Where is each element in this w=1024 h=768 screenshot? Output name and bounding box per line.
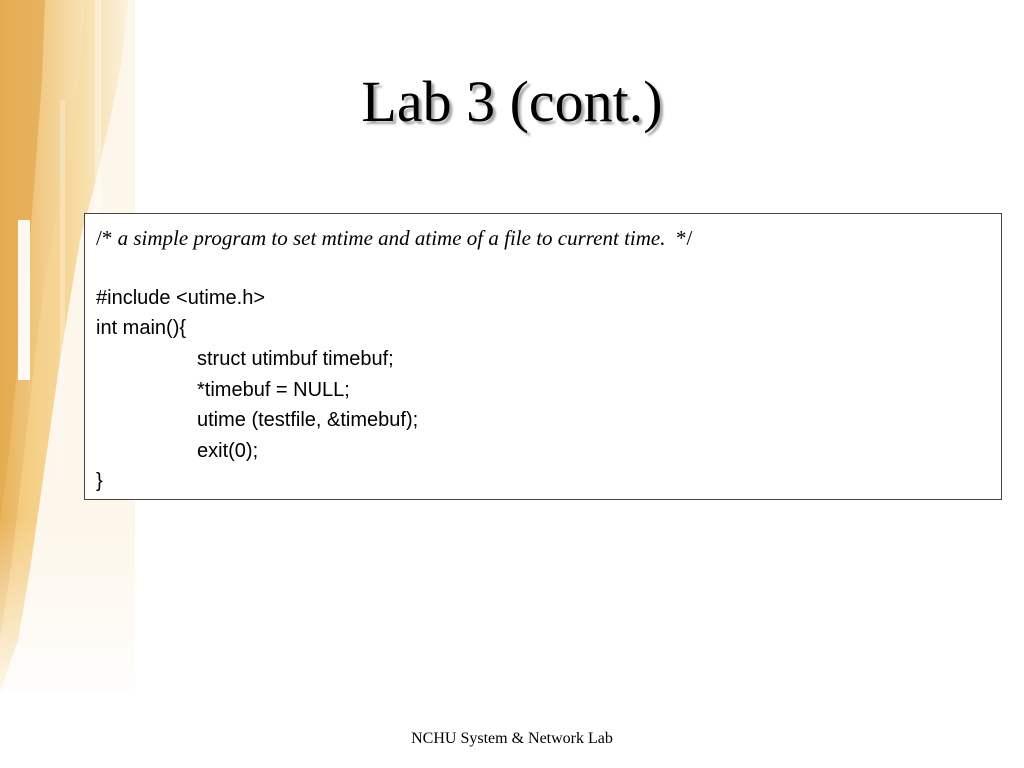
comment-text: a simple program to set mtime and atime of a file to current time. (112, 226, 666, 250)
code-comment (96, 225, 692, 251)
code-line-struct: struct utimbuf timebuf; (197, 348, 394, 370)
code-line-exit: exit(0); (197, 440, 259, 462)
code-line-utime: utime (testfile, &timebuf); (197, 409, 419, 431)
comment-close: */ (665, 226, 693, 250)
code-box (84, 213, 1002, 500)
code-line-close-brace: } (96, 470, 103, 492)
code-line-assign: *timebuf = NULL; (197, 379, 350, 401)
slide-title: Lab 3 (cont.) (361, 69, 663, 134)
footer: NCHU System & Network Lab (411, 730, 613, 747)
code-line-include: #include <utime.h> (96, 287, 266, 309)
comment-open: /* (96, 226, 113, 250)
code-line-main: int main(){ (96, 317, 187, 339)
